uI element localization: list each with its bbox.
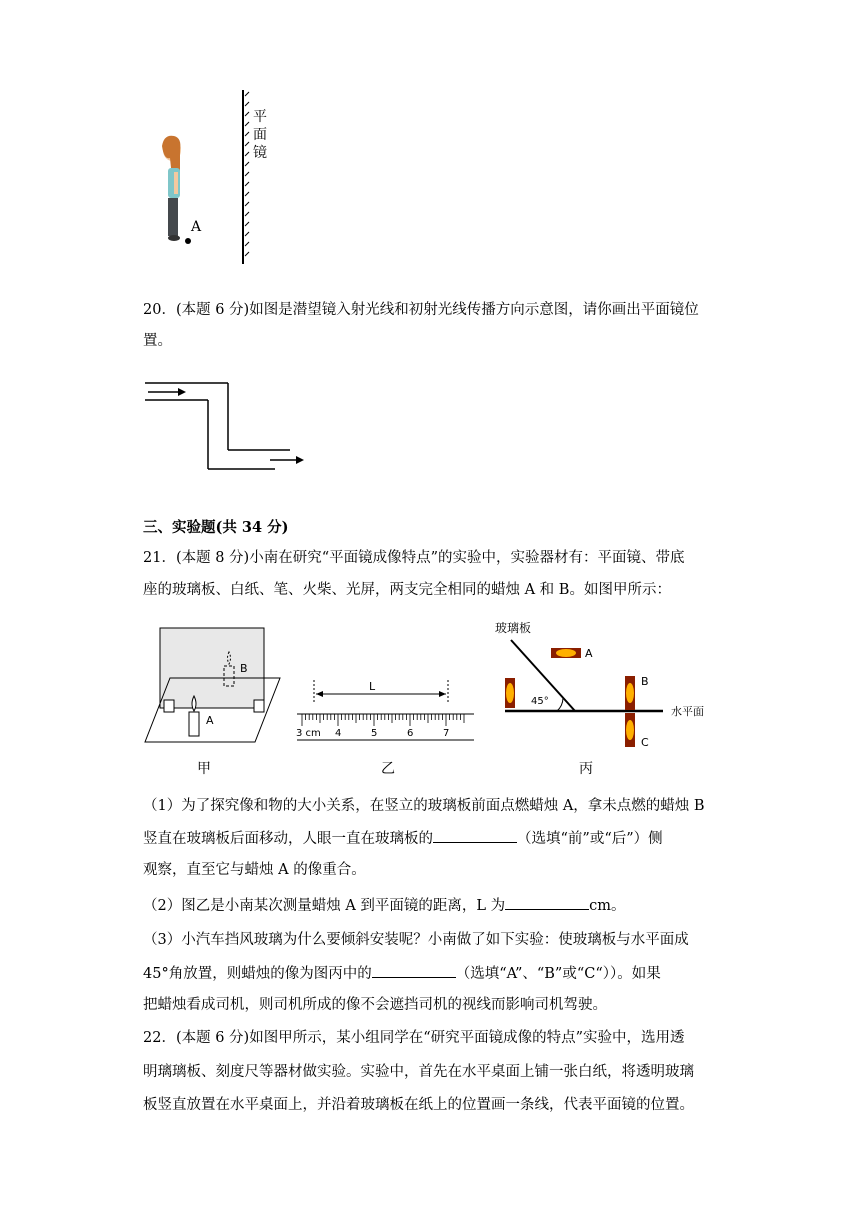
fig-bing-angle: 45° xyxy=(531,696,549,707)
q21-p1-line1: （1）为了探究像和物的大小关系，在竖立的玻璃板前面点燃蜡烛 A，拿未点燃的蜡烛 B xyxy=(143,798,705,814)
ruler-tick-label: 4 xyxy=(335,728,342,739)
ruler-tick-label: 7 xyxy=(443,728,450,739)
fig-bing-c-label: C xyxy=(641,736,649,749)
fig-yi-l-label: L xyxy=(369,680,376,693)
q21-line2: 座的玻璃板、白纸、笔、火柴、光屏，两支完全相同的蜡烛 A 和 B。如图甲所示： xyxy=(143,582,671,598)
q22-line3: 板竖直放置在水平桌面上，并沿着玻璃板在纸上的位置画一条线，代表平面镜的位置。 xyxy=(143,1097,694,1113)
q22-line1: 22．(本题 6 分)如图甲所示，某小组同学在“研究平面镜成像的特点”实验中，选用透 xyxy=(143,1030,685,1046)
answer-blank-2[interactable] xyxy=(505,895,589,910)
q21-p3-text-b: （选填“A”、“B”或“C“））。如果 xyxy=(455,966,661,982)
figure-yi-ruler xyxy=(292,676,482,746)
fig-bing-a-label: A xyxy=(585,647,593,660)
q21-p1-text-a: 竖直在玻璃板后面移动，人眼一直在玻璃板的 xyxy=(143,831,433,847)
ruler-tick-label: 5 xyxy=(371,728,378,739)
answer-blank-3[interactable] xyxy=(372,963,456,978)
figure-girl-mirror xyxy=(150,88,290,268)
q21-p3-text-a: 45°角放置，则蜡烛的像为图丙中的 xyxy=(143,966,372,982)
ruler-tick-label: 3 cm xyxy=(296,728,321,739)
q21-p2-text-b: cm。 xyxy=(589,898,626,914)
q21-line1: 21．(本题 8 分)小南在研究“平面镜成像特点”的实验中，实验器材有：平面镜、带底 xyxy=(143,550,685,566)
q20-line1: 20．(本题 6 分)如图是潜望镜入射光线和初射光线传播方向示意图，请你画出平面镜位 xyxy=(143,302,699,318)
q20-line2: 置。 xyxy=(143,333,172,349)
q22-line2: 明璃璃板、刻度尺等器材做实验。实验中，首先在水平桌面上铺一张白纸，将透明玻璃 xyxy=(143,1064,694,1080)
q21-p2-text-a: （2）图乙是小南某次测量蜡烛 A 到平面镜的距离，L 为 xyxy=(143,898,506,914)
caption-yi: 乙 xyxy=(381,761,395,777)
fig-bing-horizontal: 水平面 xyxy=(671,705,704,718)
q21-p2 xyxy=(143,895,626,916)
q21-p1-line2 xyxy=(143,828,663,849)
q21-p1-line3: 观察，直至它与蜡烛 A 的像重合。 xyxy=(143,862,366,878)
fig-jia-b-label: B xyxy=(240,662,248,675)
girl-figure xyxy=(162,136,181,241)
figure-bing xyxy=(495,618,705,753)
fig-bing-glass-label: 玻璃板 xyxy=(495,621,532,635)
q21-p1-text-b: （选填“前”或“后”）侧 xyxy=(517,831,663,847)
caption-bing: 丙 xyxy=(579,761,593,777)
figure-jia xyxy=(140,622,290,747)
mirror-label: 平面镜 xyxy=(253,109,267,161)
fig-bing-b-label: B xyxy=(641,675,649,688)
q21-p3-line1: （3）小汽车挡风玻璃为什么要倾斜安装呢？小南做了如下实验：使玻璃板与水平面成 xyxy=(143,932,689,948)
section-title: 三、实验题(共 34 分) xyxy=(143,519,289,536)
caption-jia: 甲 xyxy=(197,761,211,777)
ruler-tick-label: 6 xyxy=(407,728,414,739)
answer-blank-1[interactable] xyxy=(433,828,517,843)
figure-periscope xyxy=(140,378,310,478)
q21-p3-line2 xyxy=(143,963,661,984)
fig-jia-a-label: A xyxy=(206,714,214,727)
q21-p3-line3: 把蜡烛看成司机，则司机所成的像不会遮挡司机的视线而影响司机驾驶。 xyxy=(143,997,607,1013)
point-a-label: A xyxy=(191,219,202,235)
